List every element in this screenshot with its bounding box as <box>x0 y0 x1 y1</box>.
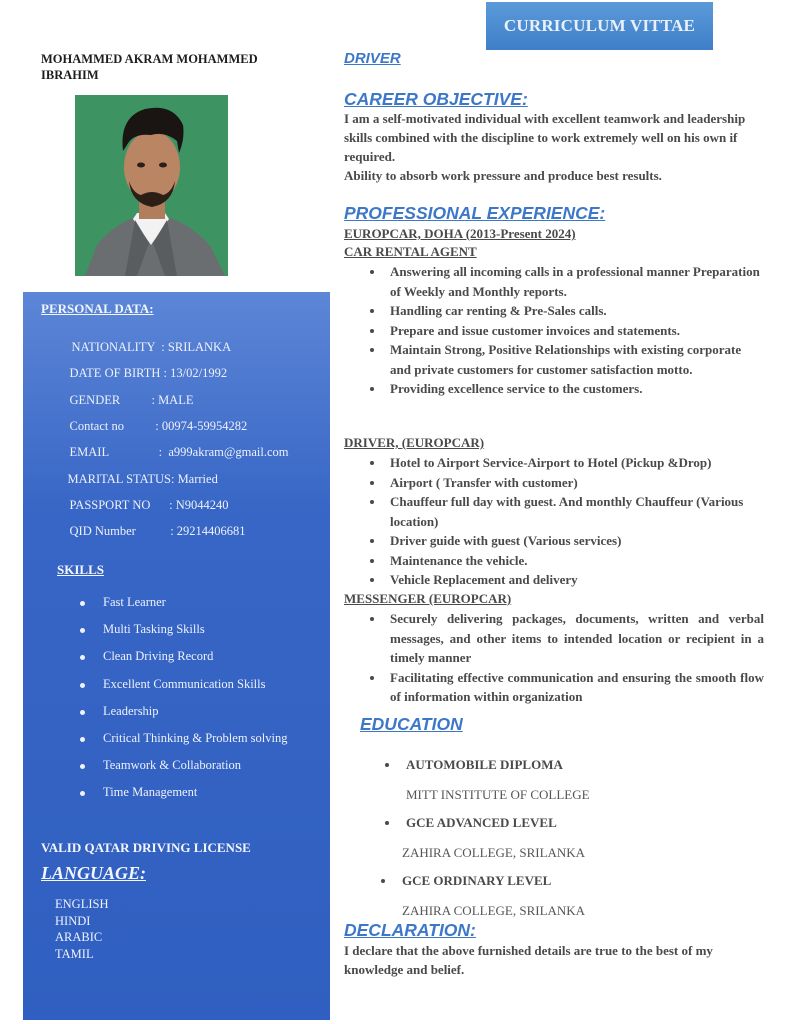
portrait-illustration <box>75 95 228 276</box>
job-title-car-rental-agent: CAR RENTAL AGENT <box>344 244 477 259</box>
language-item: HINDI <box>55 913 91 928</box>
institution: ZAHIRA COLLEGE, SRILANKA <box>402 903 586 918</box>
field-separator: : <box>158 445 169 459</box>
field-separator: : <box>161 340 168 354</box>
experience-heading: PROFESSIONAL EXPERIENCE: <box>344 203 606 223</box>
education-item <box>380 873 585 919</box>
field-label: EMAIL <box>69 445 159 459</box>
duties-list-car-rental-agent <box>344 262 764 399</box>
field-label: MARITAL STATUS <box>67 472 171 486</box>
education-item <box>384 757 590 803</box>
field-label: DATE OF BIRTH <box>69 366 164 380</box>
skill-item: Time Management <box>78 785 288 812</box>
field-label: GENDER <box>69 393 152 407</box>
duties-list-messenger <box>344 609 764 707</box>
driving-license-note: VALID QATAR DRIVING LICENSE <box>41 840 251 855</box>
skill-item: Leadership <box>78 704 288 731</box>
duty-item: Maintain Strong, Positive Relationships with existing corporate and private customers for customer satisfaction motto. <box>344 340 764 379</box>
duty-item: Vehicle Replacement and delivery <box>344 570 764 590</box>
education-item <box>384 815 585 861</box>
declaration-text: I declare that the above furnished details are true to the best of my knowledge and belief. <box>344 943 713 977</box>
field-separator: : <box>151 393 159 407</box>
duty-item: Securely delivering packages, documents, written and verbal messages, and other items to intended location or recipient in a timely manner <box>344 609 764 668</box>
declaration-heading: DECLARATION: <box>344 920 476 940</box>
education-heading: EDUCATION <box>360 714 463 734</box>
field-label: QID Number <box>69 524 171 538</box>
field-value: MALE <box>158 393 194 407</box>
field-label: NATIONALITY <box>71 340 162 354</box>
duties-list-driver <box>344 453 764 590</box>
career-objective-text <box>344 109 764 185</box>
language-item: ARABIC <box>55 930 103 944</box>
cv-title-banner: CURRICULUM VITTAE <box>486 2 713 50</box>
sidebar <box>23 292 330 1020</box>
duty-item: Driver guide with guest (Various services) <box>344 531 764 551</box>
field-separator: : <box>169 498 176 512</box>
duty-item: Hotel to Airport Service-Airport to Hotel (Pickup &Drop) <box>344 453 764 473</box>
institution: MITT INSTITUTE OF COLLEGE <box>406 787 590 802</box>
field-value: 29214406681 <box>176 524 246 538</box>
degree: AUTOMOBILE DIPLOMA <box>384 757 563 772</box>
skills-list <box>78 595 288 813</box>
candidate-name: MOHAMMED AKRAM MOHAMMED IBRAHIM <box>41 52 258 82</box>
degree: GCE ADVANCED LEVEL <box>384 815 557 830</box>
job-title-messenger: MESSENGER (EUROPCAR) <box>344 591 512 606</box>
skill-item: Clean Driving Record <box>78 649 288 676</box>
skill-item: Multi Tasking Skills <box>78 622 288 649</box>
job-title-driver: DRIVER, (EUROPCAR) <box>344 435 485 450</box>
skill-item: Fast Learner <box>78 595 288 622</box>
objective-paragraph: I am a self-motivated individual with excellent teamwork and leadership skills combined with the discipline to work extremely well on his own if required. <box>344 111 746 164</box>
candidate-photo <box>75 95 228 276</box>
language-item: TAMIL <box>55 946 94 961</box>
field-value: 00974-59954282 <box>161 419 248 433</box>
language-list <box>55 896 108 962</box>
duty-item: Providing excellence service to the customers. <box>344 379 764 399</box>
duty-item: Handling car renting & Pre-Sales calls. <box>344 301 764 321</box>
role-title: DRIVER <box>344 50 401 67</box>
language-item: ENGLISH <box>55 897 109 911</box>
skills-heading: SKILLS <box>57 562 104 577</box>
language-heading: LANGUAGE: <box>41 863 147 883</box>
objective-paragraph: Ability to absorb work pressure and produce best results. <box>344 168 662 183</box>
field-value: 13/02/1992 <box>170 366 228 380</box>
skill-item: Excellent Communication Skills <box>78 677 288 704</box>
duty-item: Prepare and issue customer invoices and statements. <box>344 321 764 341</box>
personal-data-row-qid <box>57 509 246 554</box>
employer-heading: EUROPCAR, DOHA (2013-Present 2024) <box>344 226 576 241</box>
duty-item: Answering all incoming calls in a professional manner Preparation of Weekly and Monthly reports. <box>344 262 764 301</box>
skill-item: Teamwork & Collaboration <box>78 758 288 785</box>
field-separator: : <box>155 419 162 433</box>
field-label: PASSPORT NO <box>69 498 170 512</box>
duty-item: Maintenance the vehicle. <box>344 551 764 571</box>
field-value: Married <box>177 472 218 486</box>
personal-data-heading: PERSONAL DATA: <box>41 301 154 316</box>
duty-item: Airport ( Transfer with customer) <box>344 473 764 493</box>
field-value: a999akram@gmail.com <box>168 445 289 459</box>
duty-item: Chauffeur full day with guest. And monthly Chauffeur (Various location) <box>344 492 764 531</box>
duty-item: Facilitating effective communication and ensuring the smooth flow of information within organization <box>344 668 764 707</box>
field-value: SRILANKA <box>167 340 232 354</box>
career-objective-heading: CAREER OBJECTIVE: <box>344 89 528 109</box>
skill-item: Critical Thinking & Problem solving <box>78 731 288 758</box>
field-separator: : <box>163 366 171 380</box>
field-label: Contact no <box>69 419 156 433</box>
field-value: N9044240 <box>175 498 229 512</box>
field-separator: : <box>170 472 178 486</box>
degree: GCE ORDINARY LEVEL <box>380 873 551 888</box>
field-separator: : <box>170 524 177 538</box>
institution: ZAHIRA COLLEGE, SRILANKA <box>402 845 586 860</box>
